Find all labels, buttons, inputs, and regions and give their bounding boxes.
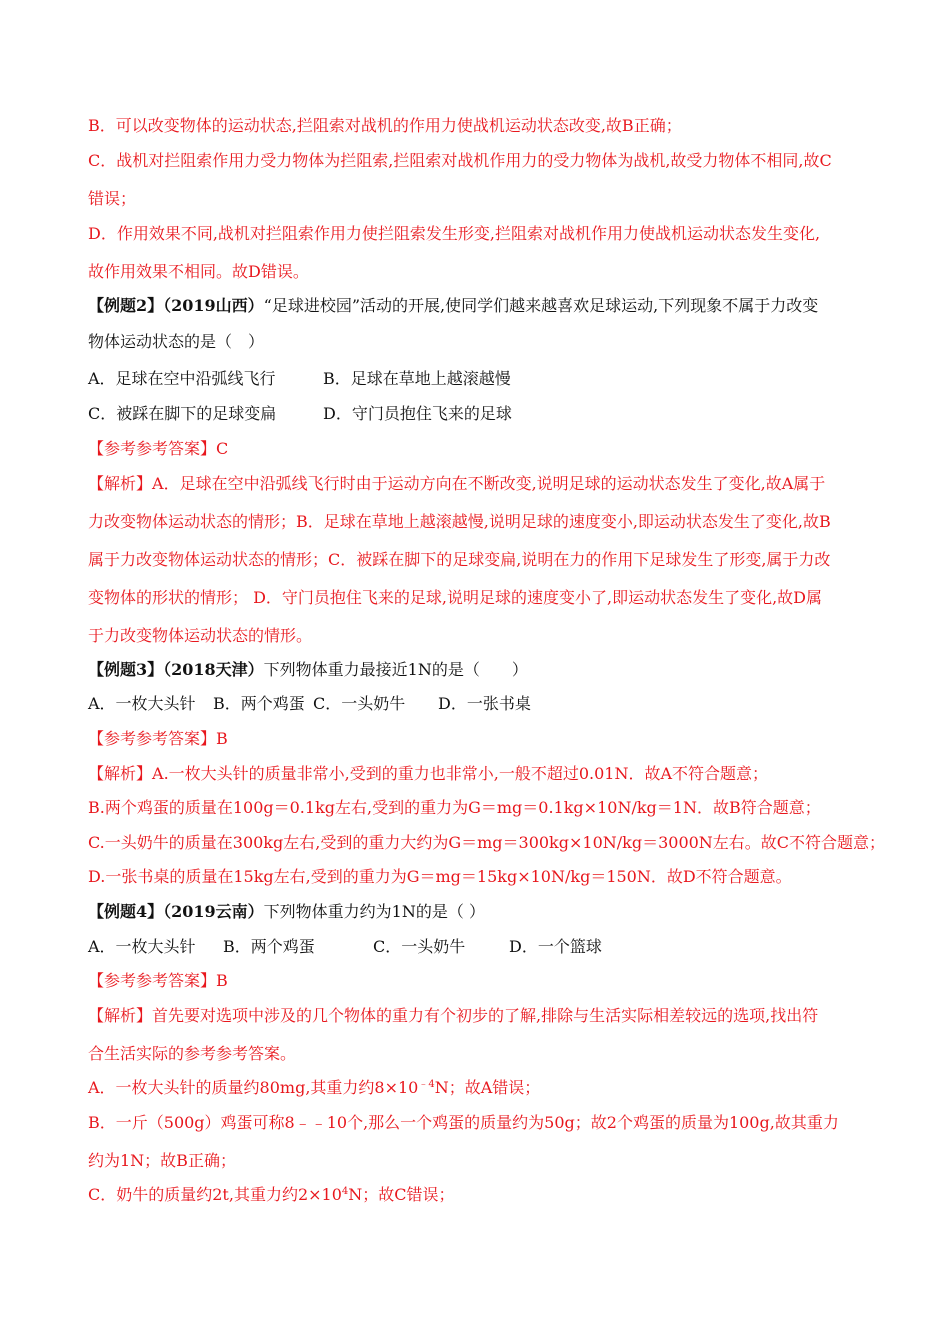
exponent: 4	[341, 1186, 349, 1197]
example4-stem-text: 下列物体重力约为1N的是（ ）	[263, 902, 485, 921]
exponent: ﹣4	[418, 1079, 435, 1090]
analysis-text: 首先要对选项中涉及的几个物体的重力有个初步的了解,排除与生活实际相差较远的选项,找出符	[152, 1006, 819, 1025]
example3-option-d: D．一张书桌	[438, 694, 531, 713]
example4-analysis-option-b: B．一斤（500g）鸡蛋可称8﹣﹣10个,那么一个鸡蛋的质量约为50g；故2个鸡蛋的质量为100g,故其重力	[88, 1113, 839, 1132]
answer-label: 【参考参考答案】	[88, 439, 217, 458]
example2-stem	[88, 296, 878, 316]
example4-tag: 【例题4】（2019云南）	[88, 902, 264, 921]
analysis-line-d-cont: 故作用效果不相同。故D错误。	[88, 262, 309, 281]
answer-label: 【参考参考答案】	[88, 729, 217, 748]
example4-analysis-option-a	[88, 1078, 878, 1098]
analysis-label: 【解析】	[88, 474, 153, 493]
answer-value: B	[216, 971, 228, 990]
example4-answer	[88, 971, 878, 991]
example4-option-c: C．一头奶牛	[373, 937, 466, 956]
example4-analysis-line2: 合生活实际的参考参考答案。	[88, 1044, 297, 1063]
example2-option-d: D．守门员抱住飞来的足球	[323, 404, 512, 423]
example3-analysis-line1	[88, 764, 878, 784]
example2-option-a: A．足球在空中沿弧线飞行	[88, 369, 276, 388]
example4-analysis-option-b-cont: 约为1N；故B正确；	[88, 1151, 236, 1170]
example2-option-c: C．被踩在脚下的足球变扁	[88, 404, 277, 423]
example2-stem-text: “足球进校园”活动的开展,使同学们越来越喜欢足球运动,下列现象不属于力改变	[263, 296, 819, 315]
example3-analysis-line3: C.一头奶牛的质量在300kg左右,受到的重力大约为G＝mg＝300kg×10N/kg＝3000N左右。故C不符合题意；	[88, 833, 886, 852]
analysis-label: 【解析】	[88, 1006, 153, 1025]
analysis-text: N；故A错误；	[434, 1078, 541, 1097]
example2-analysis-line3: 属于力改变物体运动状态的情形；C．被踩在脚下的足球变扁,说明在力的作用下足球发生了形变,属于力改	[88, 550, 831, 569]
example2-stem-cont: 物体运动状态的是（ ）	[88, 332, 265, 351]
example3-stem	[88, 660, 878, 680]
analysis-text: A．足球在空中沿弧线飞行时由于运动方向在不断改变,说明足球的运动状态发生了变化,故A属于	[152, 474, 826, 493]
example2-options-row1	[88, 369, 878, 389]
example4-analysis-line1	[88, 1006, 878, 1026]
example2-analysis-line1	[88, 474, 878, 494]
analysis-line-d: D．作用效果不同,战机对拦阻索作用力使拦阻索发生形变,拦阻索对战机作用力使战机运动状态发生变化,	[88, 224, 821, 243]
example2-options-row2	[88, 404, 878, 424]
example4-options	[88, 937, 878, 957]
example3-option-b: B．两个鸡蛋	[213, 694, 305, 713]
example3-stem-text: 下列物体重力最接近1N的是（ ）	[263, 660, 528, 679]
example4-option-b: B．两个鸡蛋	[223, 937, 315, 956]
example4-analysis-option-c	[88, 1185, 878, 1205]
example3-answer	[88, 729, 878, 749]
analysis-line-b: B．可以改变物体的运动状态,拦阻索对战机的作用力使战机运动状态改变,故B正确；	[88, 116, 682, 135]
answer-value: C	[216, 439, 229, 458]
example3-tag: 【例题3】（2018天津）	[88, 660, 264, 679]
example3-options	[88, 694, 878, 714]
example3-analysis-line4: D.一张书桌的质量在15kg左右,受到的重力为G＝mg＝15kg×10N/kg＝150N．故D不符合题意。	[88, 867, 792, 886]
analysis-line-c: C．战机对拦阻索作用力受力物体为拦阻索,拦阻索对战机作用力的受力物体为战机,故受力物体不相同,故C	[88, 151, 832, 170]
analysis-text: A.一枚大头针的质量非常小,受到的重力也非常小,一般不超过0.01N．故A不符合题意；	[152, 764, 769, 783]
example3-option-c: C．一头奶牛	[313, 694, 406, 713]
analysis-text: N；故C错误；	[348, 1185, 455, 1204]
example2-option-b: B．足球在草地上越滚越慢	[323, 369, 511, 388]
answer-label: 【参考参考答案】	[88, 971, 217, 990]
example3-option-a: A．一枚大头针	[88, 694, 196, 713]
analysis-text: C．奶牛的质量约2t,其重力约2×10	[88, 1185, 342, 1204]
analysis-line-c-cont: 错误；	[88, 189, 137, 208]
example4-option-d: D．一个篮球	[509, 937, 602, 956]
example2-analysis-line5: 于力改变物体运动状态的情形。	[88, 626, 313, 645]
example4-option-a: A．一枚大头针	[88, 937, 196, 956]
example2-analysis-line2: 力改变物体运动状态的情形；B．足球在草地上越滚越慢,说明足球的速度变小,即运动状态发生了变化,故B	[88, 512, 831, 531]
analysis-label: 【解析】	[88, 764, 153, 783]
answer-value: B	[216, 729, 228, 748]
example4-stem	[88, 902, 878, 922]
example3-analysis-line2: B.两个鸡蛋的质量在100g＝0.1kg左右,受到的重力为G＝mg＝0.1kg×10N/kg＝1N．故B符合题意；	[88, 798, 821, 817]
analysis-text: A．一枚大头针的质量约80mg,其重力约8×10	[88, 1078, 419, 1097]
example2-analysis-line4: 变物体的形状的情形； D．守门员抱住飞来的足球,说明足球的速度变小了,即运动状态发生了变化,故D属	[88, 588, 823, 607]
example2-tag: 【例题2】（2019山西）	[88, 296, 264, 315]
example2-answer	[88, 439, 878, 459]
